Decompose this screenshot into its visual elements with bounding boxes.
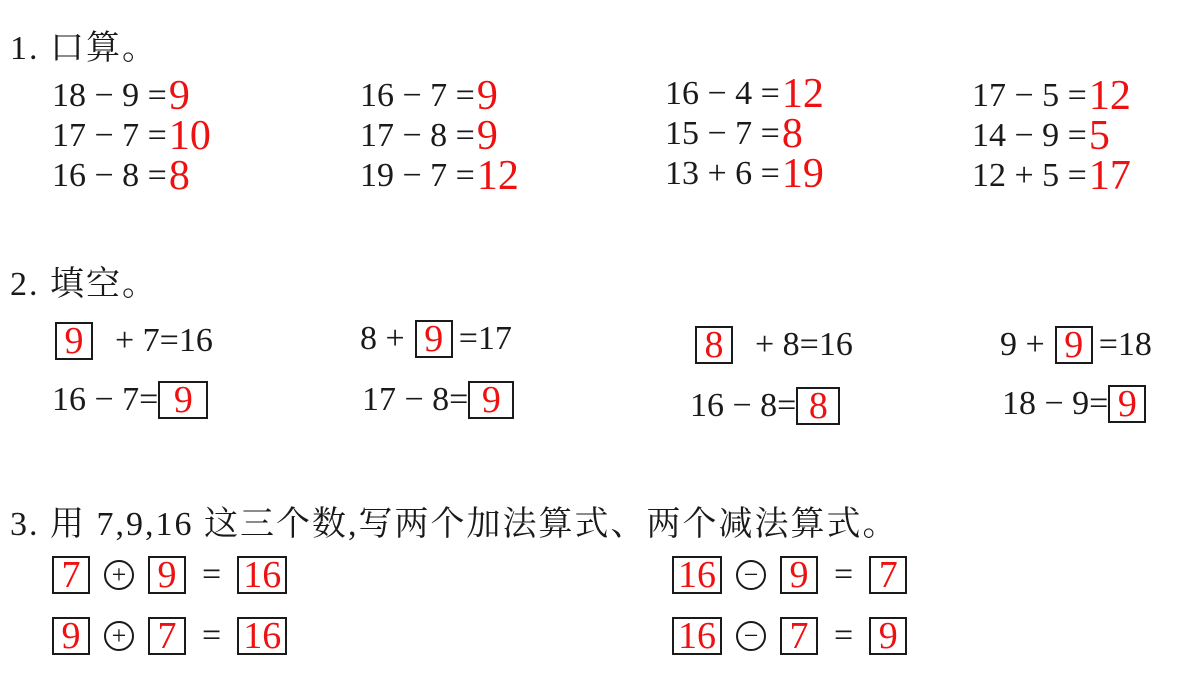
section-2-heading: 2. 填空。 — [10, 266, 158, 303]
fill-item — [1000, 326, 1152, 364]
oral-item — [52, 152, 190, 200]
oral-question: 14 − 9 = — [972, 117, 1087, 154]
oral-answer: 9 — [476, 113, 498, 159]
fill-item — [52, 381, 208, 419]
answer-box: 9 — [55, 322, 93, 360]
fill-prefix: 18 − 9= — [1002, 385, 1109, 422]
fill-prefix: 16 − 7= — [52, 381, 159, 418]
oral-question: 19 − 7 = — [360, 157, 475, 194]
oral-answer: 9 — [476, 73, 498, 119]
oral-question: 16 − 7 = — [360, 77, 475, 114]
oral-item — [972, 152, 1131, 200]
fill-suffix: + 7=16 — [115, 322, 213, 359]
oral-item — [360, 152, 519, 200]
equation-row — [52, 617, 287, 655]
answer-box: 7 — [52, 556, 90, 594]
minus-circle-icon: − — [736, 621, 766, 651]
answer-box: 9 — [415, 320, 453, 358]
answer-box: 7 — [869, 556, 907, 594]
plus-circle-icon: + — [104, 560, 134, 590]
oral-answer: 9 — [168, 73, 190, 119]
fill-item — [1002, 385, 1146, 423]
answer-box: 9 — [52, 617, 90, 655]
equals-sign: = — [202, 617, 222, 654]
fill-item — [55, 322, 213, 360]
fill-prefix: 16 − 8= — [690, 387, 797, 424]
oral-question: 12 + 5 = — [972, 157, 1087, 194]
equation-row — [672, 617, 907, 655]
equals-sign: = — [834, 617, 854, 654]
oral-question: 17 − 7 = — [52, 117, 167, 154]
equals-sign: = — [202, 556, 222, 593]
oral-answer: 17 — [1088, 153, 1131, 199]
oral-answer: 5 — [1088, 113, 1110, 159]
answer-box: 16 — [672, 556, 722, 594]
oral-item — [665, 150, 824, 198]
oral-answer: 8 — [781, 111, 803, 157]
answer-box: 9 — [1055, 326, 1093, 364]
section-3-heading: 3. 用 7,9,16 这三个数,写两个加法算式、两个减法算式。 — [10, 506, 899, 543]
oral-question: 17 − 8 = — [360, 117, 475, 154]
answer-box: 9 — [869, 617, 907, 655]
answer-box: 9 — [158, 381, 208, 419]
fill-suffix: + 8=16 — [755, 326, 853, 363]
oral-question: 13 + 6 = — [665, 155, 780, 192]
oral-question: 17 − 5 = — [972, 77, 1087, 114]
section-1-heading: 1. 口算。 — [10, 30, 158, 67]
answer-box: 9 — [1108, 385, 1146, 423]
fill-prefix: 17 − 8= — [362, 381, 469, 418]
oral-answer: 8 — [168, 153, 190, 199]
fill-item — [695, 326, 853, 364]
answer-box: 16 — [237, 617, 287, 655]
oral-question: 16 − 8 = — [52, 157, 167, 194]
minus-circle-icon: − — [736, 560, 766, 590]
oral-answer: 19 — [781, 151, 824, 197]
equation-row — [52, 556, 287, 594]
oral-answer: 12 — [781, 71, 824, 117]
fill-suffix: =17 — [458, 320, 512, 357]
equals-sign: = — [834, 556, 854, 593]
answer-box: 9 — [148, 556, 186, 594]
plus-circle-icon: + — [104, 621, 134, 651]
fill-item — [362, 381, 514, 419]
oral-answer: 12 — [1088, 73, 1131, 119]
oral-question: 15 − 7 = — [665, 115, 780, 152]
oral-question: 16 − 4 = — [665, 75, 780, 112]
answer-box: 8 — [796, 387, 840, 425]
equation-row — [672, 556, 907, 594]
fill-item — [690, 387, 840, 425]
fill-prefix: 9 + — [1000, 326, 1045, 363]
answer-box: 7 — [780, 617, 818, 655]
fill-prefix: 8 + — [360, 320, 405, 357]
answer-box: 9 — [780, 556, 818, 594]
oral-question: 18 − 9 = — [52, 77, 167, 114]
answer-box: 7 — [148, 617, 186, 655]
fill-suffix: =18 — [1098, 326, 1152, 363]
answer-box: 8 — [695, 326, 733, 364]
fill-item — [360, 320, 512, 358]
oral-answer: 12 — [476, 153, 519, 199]
answer-box: 16 — [237, 556, 287, 594]
answer-box: 9 — [468, 381, 514, 419]
answer-box: 16 — [672, 617, 722, 655]
oral-answer: 10 — [168, 113, 211, 159]
